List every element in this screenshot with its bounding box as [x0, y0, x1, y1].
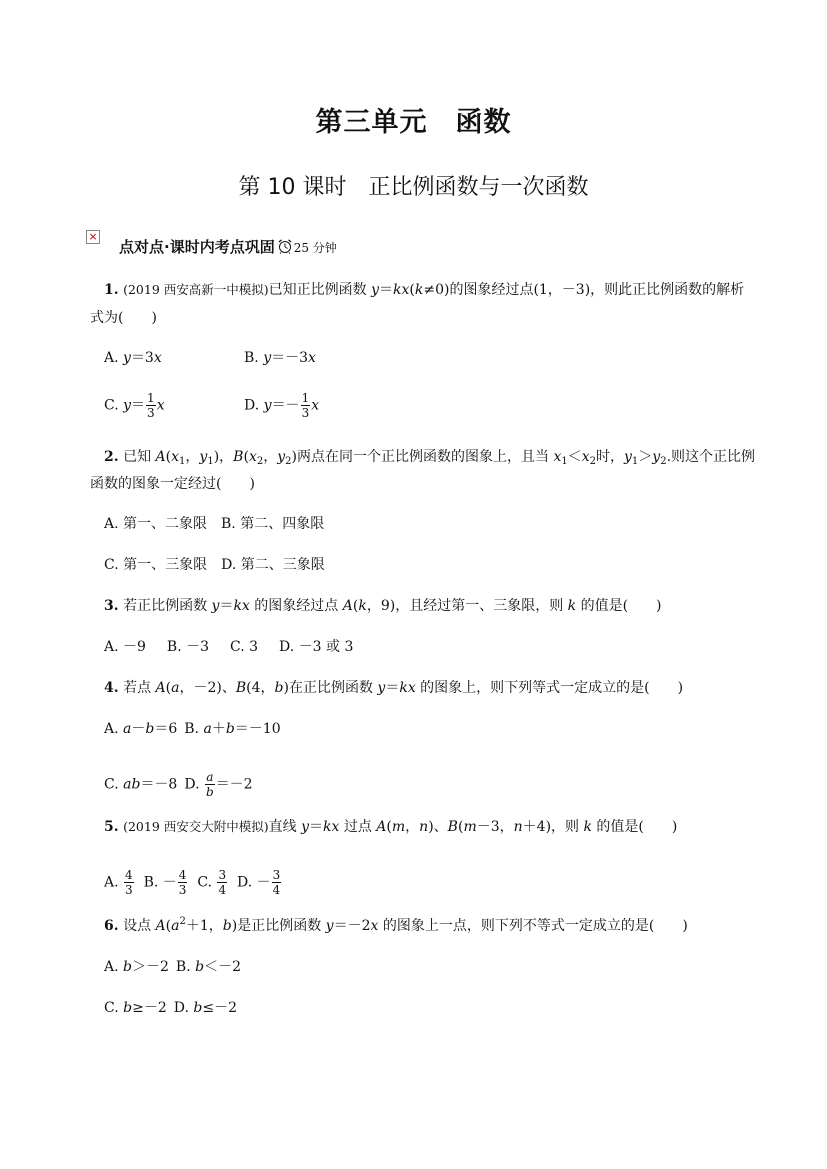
section-heading	[119, 236, 337, 257]
math: kx	[399, 680, 416, 696]
text: )，	[213, 449, 234, 465]
section-time: 25 分钟	[293, 241, 337, 255]
label: A.	[104, 874, 124, 891]
text: ＝－10	[234, 721, 281, 737]
q1-source: (2019 西安高新一中模拟)	[123, 282, 269, 297]
text: ≠0)的图象经过点(1，－3)，则此正比例函数的解析	[423, 282, 745, 298]
text: 的图象经过点	[249, 598, 343, 614]
q4-options-cd	[104, 770, 253, 799]
text: ＝	[309, 819, 323, 835]
numerator: 3	[272, 868, 281, 882]
math: b	[195, 959, 205, 975]
math: B	[233, 449, 244, 465]
numerator: 4	[178, 868, 187, 882]
label: C.	[197, 874, 217, 891]
q1-option-a	[104, 349, 162, 367]
denominator: b	[206, 785, 214, 799]
q6-number: 6.	[104, 918, 119, 934]
label: C.	[104, 776, 124, 793]
text: －3，	[476, 819, 514, 835]
text: 已知	[123, 449, 156, 465]
q3-number: 3.	[104, 598, 119, 614]
text: ，	[263, 449, 278, 465]
q4-number: 4.	[104, 680, 119, 696]
math: y	[211, 598, 220, 614]
math: x	[171, 449, 180, 465]
q3-options: A. －9 B. －3 C. 3 D. －3 或 3	[104, 639, 354, 655]
text: )在正比例函数	[283, 680, 378, 696]
denominator: 3	[178, 883, 187, 897]
text: .则这个正比例	[666, 449, 756, 465]
math: k	[567, 598, 577, 614]
alarm-clock-icon	[277, 238, 293, 254]
section-title: 点对点·课时内考点巩固	[119, 238, 275, 256]
label: D.	[173, 1000, 194, 1016]
math: y	[263, 350, 272, 366]
label: B. －	[143, 874, 177, 891]
text: (	[352, 598, 359, 614]
text: ＋	[211, 721, 226, 737]
text: ＝－3	[271, 350, 309, 366]
q2-options-ab: A. 第一、二象限 B. 第二、四象限	[104, 516, 325, 532]
label: B.	[184, 721, 204, 737]
numerator: 1	[147, 391, 155, 405]
label: A.	[104, 721, 124, 737]
q5-options	[104, 868, 282, 897]
math: B	[235, 680, 247, 696]
subscript: 2	[256, 456, 264, 467]
math: x	[311, 397, 320, 414]
math: A	[376, 819, 387, 835]
superscript: 2	[179, 916, 186, 927]
math: x	[153, 350, 162, 366]
q6-options-cd	[104, 999, 237, 1017]
text: ＜	[567, 449, 582, 465]
label: C.	[104, 397, 124, 414]
text: ＝－8	[140, 776, 185, 793]
text: 直线	[268, 819, 302, 835]
text: 设点	[123, 918, 156, 934]
subscript: 2	[589, 456, 596, 467]
math: b	[225, 721, 235, 737]
fraction	[301, 391, 311, 420]
fraction	[178, 868, 188, 897]
subscript: 2	[660, 456, 667, 467]
numerator: a	[206, 770, 214, 784]
text: (	[165, 680, 172, 696]
unit-title: 第三单元 函数	[315, 107, 512, 138]
math: k	[583, 819, 592, 835]
text: ＝－2	[333, 918, 371, 934]
q1-option-b	[244, 349, 316, 367]
q1-option-d	[244, 391, 319, 420]
denominator: 3	[301, 406, 310, 420]
text: (	[165, 918, 172, 934]
label: B.	[244, 350, 264, 366]
label: D.	[244, 397, 264, 414]
math: n	[513, 819, 523, 835]
text: (4，	[246, 680, 275, 696]
math: x	[370, 918, 379, 934]
label: B.	[175, 959, 196, 975]
text: ，	[185, 449, 200, 465]
text: (	[165, 449, 172, 465]
text: ＝	[219, 598, 234, 614]
text: ，9)，且经过第一、三象限，则	[366, 598, 568, 614]
math: y	[371, 282, 379, 298]
text: ≥－2	[132, 1000, 174, 1016]
text: ＝6	[154, 721, 185, 737]
math: A	[155, 449, 166, 465]
broken-image-icon: ×	[86, 230, 100, 244]
math: a	[203, 721, 212, 737]
numerator: 4	[125, 868, 133, 882]
fraction	[205, 770, 215, 799]
text: ＋1，	[185, 918, 223, 934]
q4-line1	[104, 679, 683, 697]
text: －	[131, 721, 146, 737]
text: 的值是( )	[576, 598, 662, 614]
math: x	[553, 449, 562, 465]
text: 若正比例函数	[123, 598, 212, 614]
text: ＝	[131, 397, 146, 414]
q2-options-cd: C. 第一、三象限 D. 第二、三象限	[104, 557, 325, 573]
text: ＝	[385, 680, 400, 696]
math: y	[263, 397, 272, 414]
subscript: 2	[285, 456, 292, 467]
text: 时，	[596, 449, 624, 465]
text: ＞－2	[131, 959, 176, 975]
lesson-title: 第 10 课时 正比例函数与一次函数	[238, 175, 589, 200]
math: kx	[393, 282, 410, 298]
q3-line1	[104, 597, 662, 615]
math: y	[325, 918, 334, 934]
math: y	[277, 449, 286, 465]
text: ＝－	[271, 397, 300, 414]
math: x	[581, 449, 590, 465]
text: 的值是( )	[591, 819, 678, 835]
math: kx	[233, 598, 250, 614]
q1-number: 1.	[104, 282, 119, 298]
math: k	[414, 282, 424, 298]
q1-line1	[104, 281, 744, 299]
math: x	[308, 350, 316, 366]
math: k	[358, 598, 367, 614]
subscript: 1	[207, 456, 214, 467]
denominator: 3	[125, 883, 133, 897]
q1-line2: 式为( )	[90, 310, 157, 326]
q2-line2: 函数的图象一定经过( )	[90, 476, 255, 492]
math: a	[171, 680, 180, 696]
text: 的图象上一点，则下列不等式一定成立的是( )	[378, 918, 688, 934]
text: ＝－2	[215, 776, 253, 793]
math: B	[447, 819, 458, 835]
math: m	[391, 819, 406, 835]
q2-number: 2.	[104, 449, 119, 465]
math: y	[652, 449, 661, 465]
q6-options-ab	[104, 958, 241, 976]
text: ＋4)，则	[522, 819, 584, 835]
math: ab	[123, 776, 141, 793]
math: a	[171, 918, 180, 934]
text: (	[243, 449, 249, 465]
math: y	[123, 397, 132, 414]
text: ≤－2	[202, 1000, 237, 1016]
numerator: 1	[301, 391, 310, 405]
text: )、	[428, 819, 448, 835]
fraction	[272, 868, 282, 897]
q5-line1	[104, 818, 677, 836]
text: 已知正比例函数	[268, 282, 372, 298]
text: ＝	[379, 282, 393, 298]
fraction	[217, 868, 227, 897]
denominator: 4	[272, 883, 281, 897]
subscript: 1	[179, 456, 186, 467]
q6-line1	[104, 917, 688, 935]
math: y	[199, 449, 208, 465]
q5-source: (2019 西安交大附中模拟)	[123, 819, 269, 834]
math: b	[222, 918, 232, 934]
text: 过点	[339, 819, 377, 835]
subscript: 1	[561, 456, 568, 467]
q2-line1	[104, 448, 755, 466]
label: C.	[104, 1000, 124, 1016]
math: n	[419, 819, 429, 835]
math: b	[123, 1000, 133, 1016]
text: )两点在同一个正比例函数的图象上，且当	[291, 449, 554, 465]
text: ＞	[638, 449, 653, 465]
subscript: 1	[631, 456, 639, 467]
q5-number: 5.	[104, 819, 119, 835]
math: b	[193, 1000, 203, 1016]
text: ，	[405, 819, 420, 835]
text: 的图象上，则下列等式一定成立的是( )	[415, 680, 684, 696]
label: D.	[184, 776, 204, 793]
text: (	[386, 819, 392, 835]
math: b	[123, 959, 132, 975]
fraction	[146, 391, 156, 420]
label: D. －	[236, 874, 271, 891]
math: y	[377, 680, 386, 696]
text: )是正比例函数	[231, 918, 326, 934]
q4-options-ab	[104, 720, 281, 738]
fraction	[124, 868, 134, 897]
text: (	[457, 819, 464, 835]
math: kx	[323, 819, 340, 835]
label: A.	[104, 959, 124, 975]
text: 若点	[123, 680, 156, 696]
math: x	[248, 449, 257, 465]
math: A	[155, 918, 166, 934]
math: y	[123, 350, 131, 366]
text: (	[409, 282, 415, 298]
denominator: 3	[147, 406, 155, 420]
math: A	[155, 680, 166, 696]
math: y	[301, 819, 309, 835]
text: ＜－2	[204, 959, 241, 975]
math: y	[624, 449, 632, 465]
math: A	[342, 598, 353, 614]
denominator: 4	[218, 883, 227, 897]
math: m	[463, 819, 477, 835]
math: x	[156, 397, 165, 414]
math: b	[274, 680, 284, 696]
q1-option-c	[104, 391, 165, 420]
math: a	[123, 721, 132, 737]
text: ＝3	[130, 350, 154, 366]
text: ，－2)、	[179, 680, 236, 696]
math: b	[145, 721, 155, 737]
numerator: 3	[218, 868, 227, 882]
label: A.	[104, 350, 124, 366]
